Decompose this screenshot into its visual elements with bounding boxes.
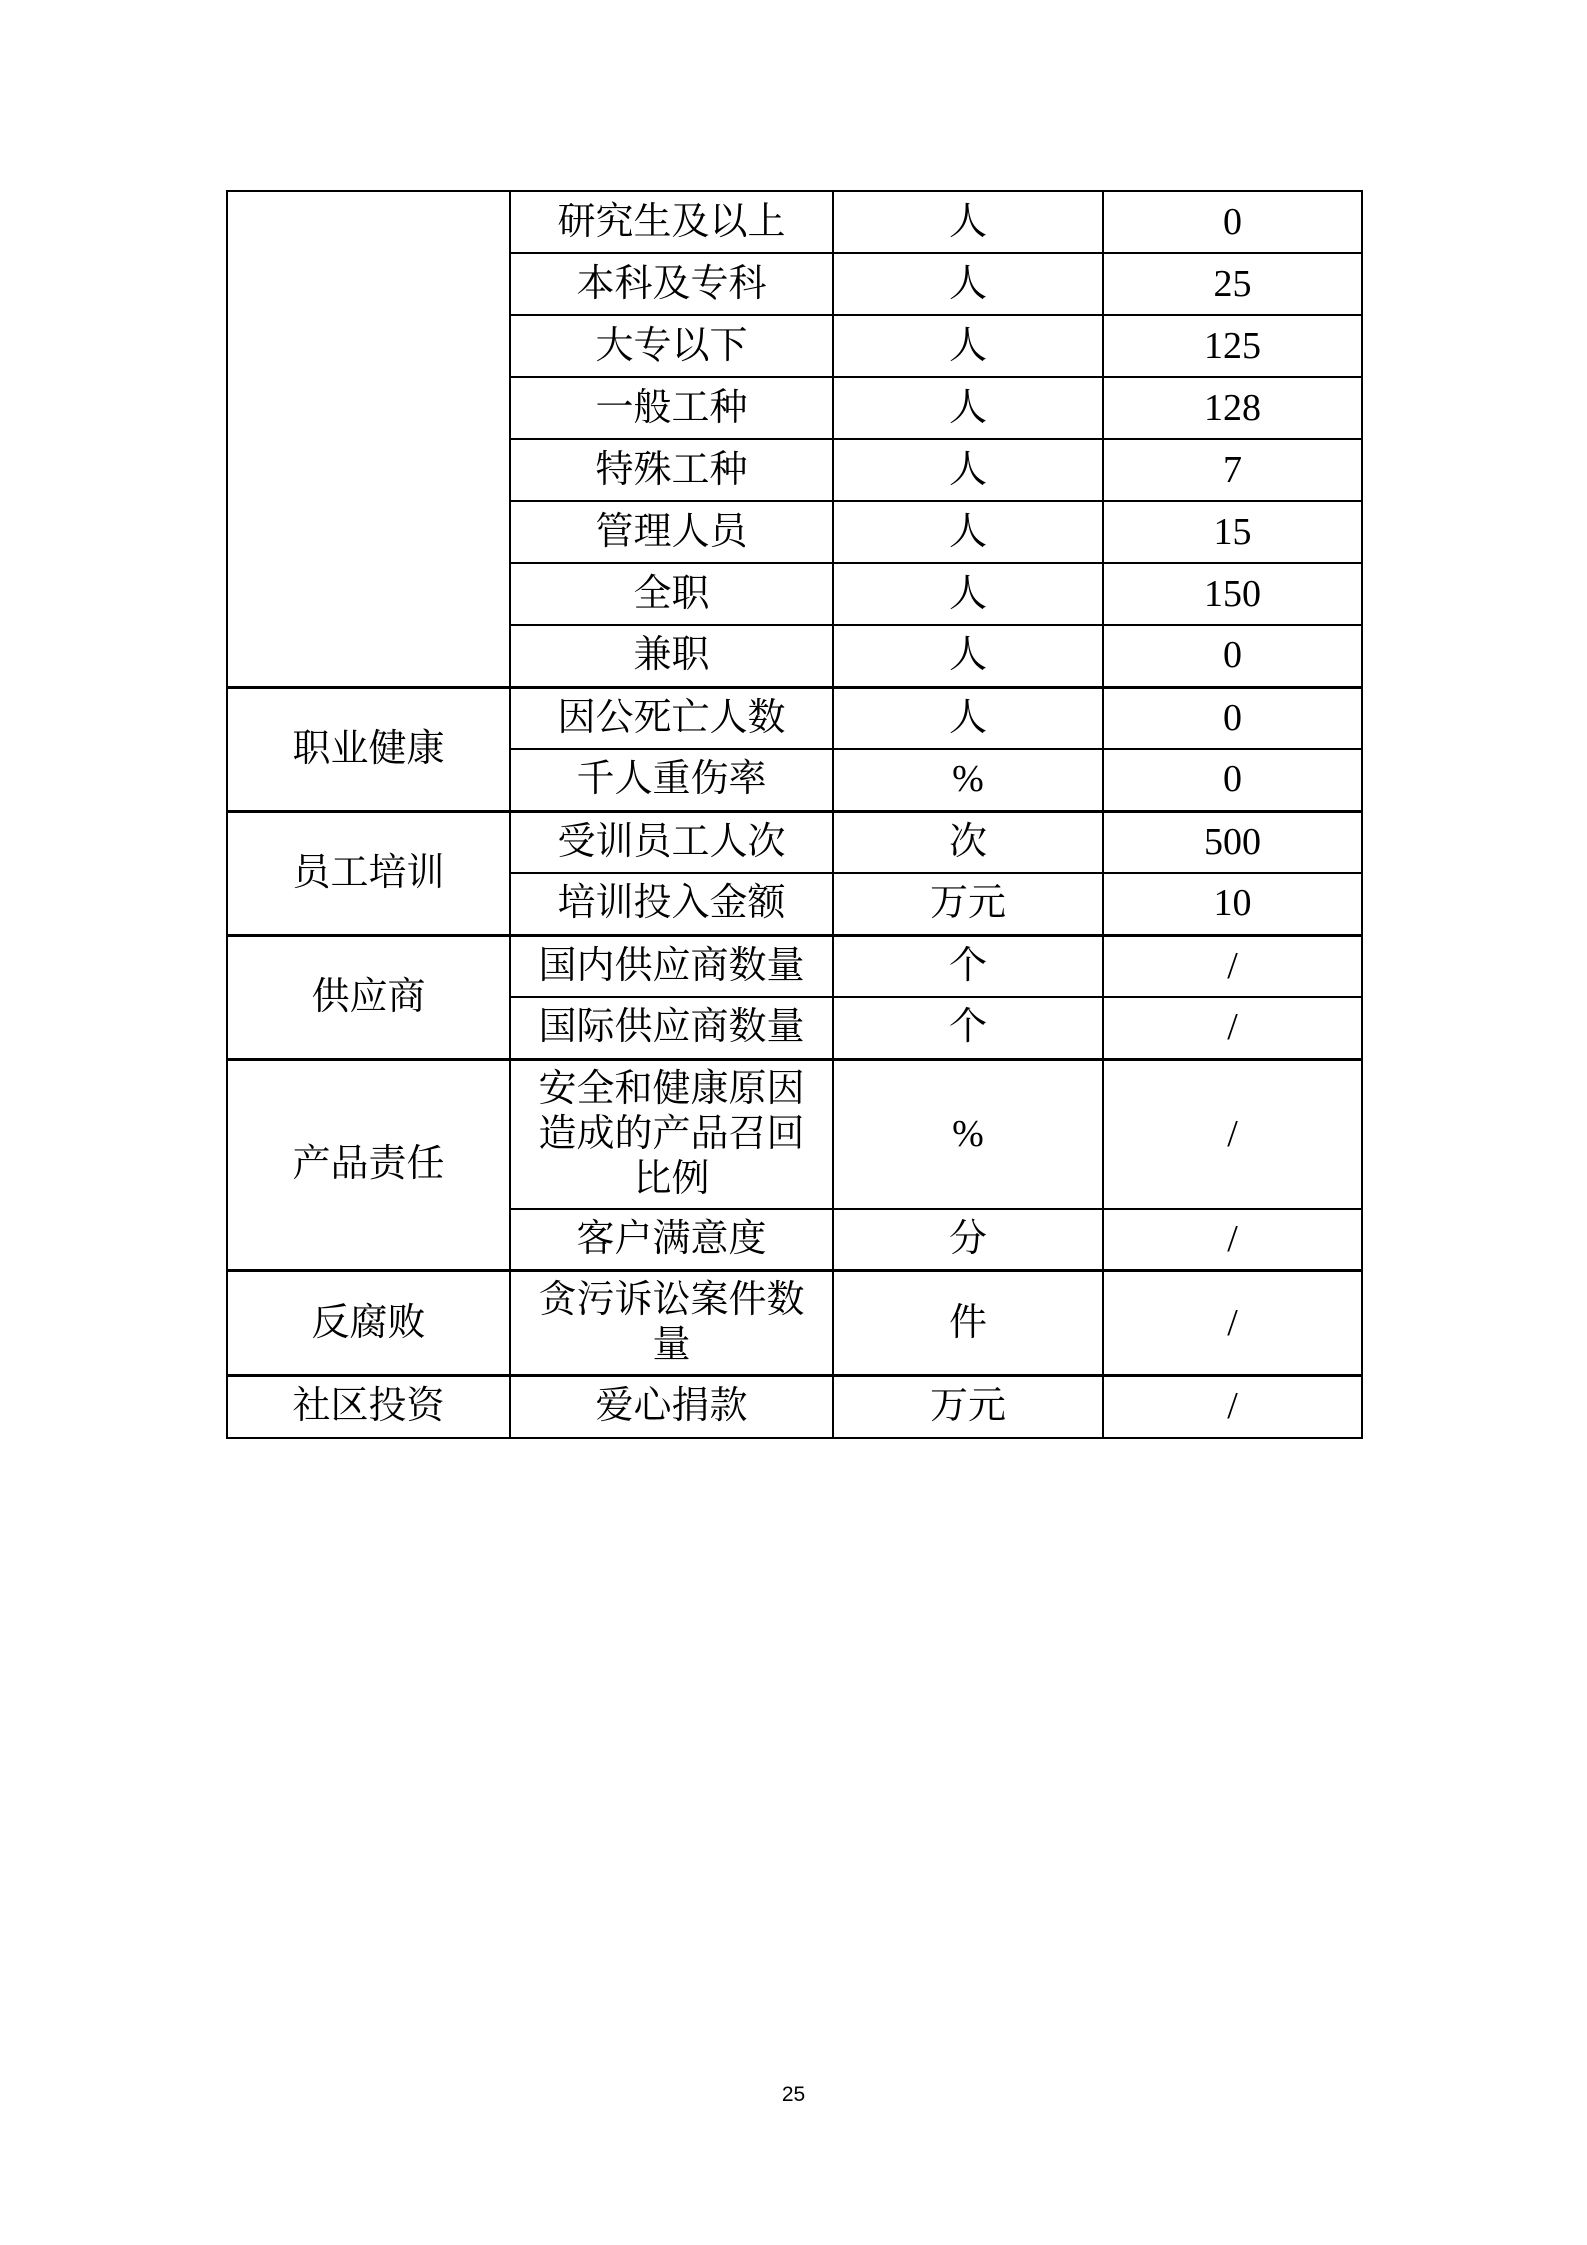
table-row [227, 687, 1362, 749]
indicator-table-container [226, 190, 1361, 1439]
value-cell: 15 [1103, 501, 1362, 563]
indicator-cell: 安全和健康原因造成的产品召回比例 [510, 1059, 833, 1209]
value-cell: / [1103, 1376, 1362, 1438]
indicator-cell: 培训投入金额 [510, 873, 833, 935]
unit-cell: 人 [833, 687, 1103, 749]
indicator-cell: 国内供应商数量 [510, 935, 833, 997]
value-cell: / [1103, 1059, 1362, 1209]
unit-cell: 分 [833, 1209, 1103, 1271]
category-cell: 社区投资 [227, 1376, 510, 1438]
value-cell: / [1103, 1209, 1362, 1271]
value-cell: 10 [1103, 873, 1362, 935]
value-cell: 150 [1103, 563, 1362, 625]
indicator-table-body [227, 191, 1362, 1438]
unit-cell: 人 [833, 315, 1103, 377]
category-cell [227, 191, 510, 687]
unit-cell: 个 [833, 997, 1103, 1059]
value-cell: 0 [1103, 749, 1362, 811]
indicator-table [226, 190, 1363, 1439]
table-row [227, 1271, 1362, 1376]
indicator-cell: 客户满意度 [510, 1209, 833, 1271]
value-cell: 0 [1103, 687, 1362, 749]
value-cell: 25 [1103, 253, 1362, 315]
indicator-cell: 受训员工人次 [510, 811, 833, 873]
indicator-cell: 全职 [510, 563, 833, 625]
indicator-cell: 研究生及以上 [510, 191, 833, 253]
value-cell: / [1103, 1271, 1362, 1376]
indicator-cell: 贪污诉讼案件数量 [510, 1271, 833, 1376]
indicator-cell: 因公死亡人数 [510, 687, 833, 749]
indicator-cell: 管理人员 [510, 501, 833, 563]
unit-cell: 件 [833, 1271, 1103, 1376]
category-cell: 职业健康 [227, 687, 510, 811]
indicator-cell: 特殊工种 [510, 439, 833, 501]
category-cell: 产品责任 [227, 1059, 510, 1271]
unit-cell: % [833, 749, 1103, 811]
unit-cell: 人 [833, 253, 1103, 315]
unit-cell: 万元 [833, 1376, 1103, 1438]
indicator-cell: 国际供应商数量 [510, 997, 833, 1059]
category-cell: 供应商 [227, 935, 510, 1059]
indicator-cell: 兼职 [510, 625, 833, 687]
unit-cell: 万元 [833, 873, 1103, 935]
unit-cell: % [833, 1059, 1103, 1209]
value-cell: 125 [1103, 315, 1362, 377]
table-row [227, 1059, 1362, 1209]
unit-cell: 人 [833, 377, 1103, 439]
value-cell: 7 [1103, 439, 1362, 501]
table-row [227, 191, 1362, 253]
indicator-cell: 本科及专科 [510, 253, 833, 315]
value-cell: 500 [1103, 811, 1362, 873]
indicator-cell: 大专以下 [510, 315, 833, 377]
indicator-cell: 一般工种 [510, 377, 833, 439]
value-cell: / [1103, 997, 1362, 1059]
value-cell: 0 [1103, 191, 1362, 253]
unit-cell: 次 [833, 811, 1103, 873]
table-row [227, 935, 1362, 997]
category-cell: 反腐败 [227, 1271, 510, 1376]
value-cell: 128 [1103, 377, 1362, 439]
unit-cell: 人 [833, 563, 1103, 625]
indicator-cell: 千人重伤率 [510, 749, 833, 811]
unit-cell: 人 [833, 501, 1103, 563]
unit-cell: 人 [833, 625, 1103, 687]
unit-cell: 个 [833, 935, 1103, 997]
value-cell: / [1103, 935, 1362, 997]
page-number: 25 [781, 2083, 806, 2106]
table-row [227, 811, 1362, 873]
table-row [227, 1376, 1362, 1438]
category-cell: 员工培训 [227, 811, 510, 935]
indicator-cell: 爱心捐款 [510, 1376, 833, 1438]
unit-cell: 人 [833, 439, 1103, 501]
value-cell: 0 [1103, 625, 1362, 687]
unit-cell: 人 [833, 191, 1103, 253]
